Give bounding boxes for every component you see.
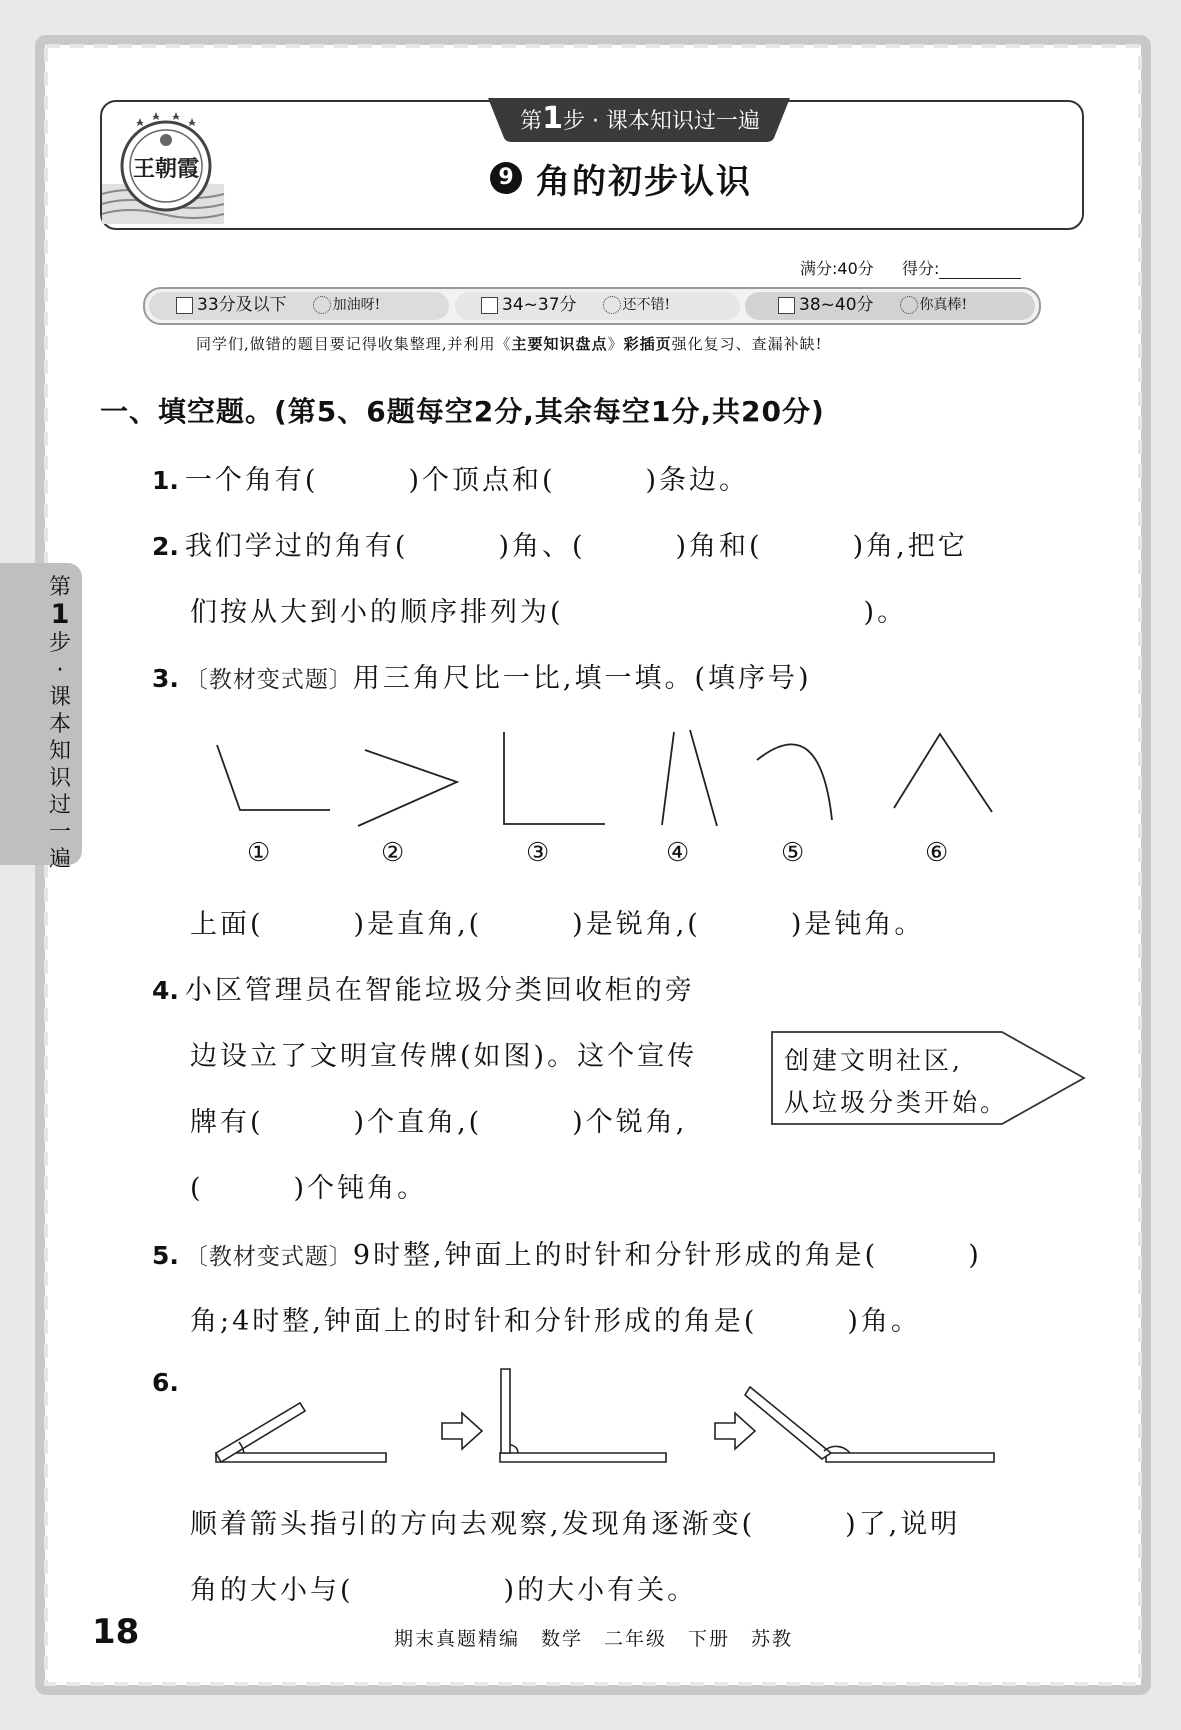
question-3-answer: 上面( )是直角,( )是锐角,( )是钝角。 — [190, 909, 925, 940]
full-score-label: 满分:40分 — [800, 259, 874, 278]
question-2-line1: 2. 我们学过的角有( )角、( )角和( )角,把它 — [152, 531, 968, 562]
figure-label-4: ④ — [666, 838, 690, 868]
side-tab-char: 知 — [48, 739, 71, 764]
question-6-line1: 顺着箭头指引的方向去观察,发现角逐渐变( )了,说明 — [190, 1509, 961, 1540]
unit-number-badge: 9 — [490, 162, 522, 194]
question-1: 1. 一个角有( )个顶点和( )条边。 — [152, 465, 750, 496]
grade-item: 38~40分 你真棒! — [778, 292, 967, 318]
question-4-line2: 边设立了文明宣传牌(如图)。这个宣传 — [190, 1041, 698, 1072]
grade-item: 34~37分 还不错! — [481, 292, 670, 318]
side-tab-rest — [49, 631, 71, 872]
checkbox[interactable] — [176, 297, 193, 314]
arrow-right-icon — [715, 1413, 755, 1449]
angle-2 — [358, 750, 457, 826]
side-tab-char: 课 — [48, 685, 71, 710]
question-6-line2: 角的大小与( )的大小有关。 — [190, 1575, 698, 1606]
section-title: 一、填空题。(第5、6题每空2分,其余每空1分,共20分) — [100, 395, 825, 428]
checkbox[interactable] — [481, 297, 498, 314]
score-blank[interactable] — [939, 262, 1021, 279]
face-icon — [313, 296, 331, 314]
question-5-line1: 5. 〔教材变式题〕9时整,钟面上的时针和分针形成的角是( ) — [152, 1240, 982, 1271]
figure-label-2: ② — [381, 838, 405, 868]
side-tab-char: 一 — [48, 820, 71, 845]
question-4-line4: ( )个钝角。 — [190, 1173, 428, 1204]
grade-item: 33分及以下 加油呀! — [176, 292, 380, 318]
angle-4 — [662, 732, 674, 825]
side-tab-pre: 第 — [48, 575, 71, 600]
side-tab-num: 1 — [50, 599, 70, 630]
arrow-right-icon — [442, 1413, 482, 1449]
figure-label-5: ⑤ — [781, 838, 805, 868]
question-3: 3. 〔教材变式题〕用三角尺比一比,填一填。(填序号) — [152, 663, 812, 694]
page-number: 18 — [92, 1612, 140, 1652]
face-icon — [603, 296, 621, 314]
question-4-line3: 牌有( )个直角,( )个锐角, — [190, 1107, 688, 1138]
question-5-line2: 角;4时整,钟面上的时针和分针形成的角是( )角。 — [190, 1306, 921, 1337]
side-tab-char: 本 — [48, 712, 71, 737]
angle-5 — [757, 744, 832, 820]
got-score-label: 得分: — [901, 259, 940, 278]
unit-title-row — [490, 156, 752, 200]
side-tab-label — [43, 574, 77, 873]
side-tab-char: · — [56, 658, 64, 683]
question-2-line2: 们按从大到小的顺序排列为( )。 — [190, 597, 908, 628]
checkbox[interactable] — [778, 297, 795, 314]
unit-title: 角的初步认识 — [536, 161, 752, 202]
side-tab-char: 过 — [48, 793, 71, 818]
logo-text: 王朝霞 — [132, 156, 200, 182]
angle-1 — [217, 745, 330, 810]
angle-figures — [200, 720, 1000, 830]
side-tab-char: 识 — [48, 766, 71, 791]
figure-label-3: ③ — [526, 838, 550, 868]
sign-text: 创建文明社区, 从垃圾分类开始。 — [784, 1046, 1009, 1117]
question-4-line1: 4. 小区管理员在智能垃圾分类回收柜的旁 — [152, 975, 695, 1006]
question-6-number: 6. — [152, 1368, 179, 1397]
study-note: 同学们,做错的题目要记得收集整理,并利用《主要知识盘点》彩插页强化复习、查漏补缺! — [196, 335, 823, 353]
side-tab-char: 步 — [48, 631, 71, 656]
angle-6 — [894, 734, 992, 812]
step-label: 第1步 · 课本知识过一遍 — [520, 101, 760, 136]
score-row — [800, 256, 1021, 279]
figure-label-6: ⑥ — [925, 838, 949, 868]
side-tab-char: 遍 — [48, 847, 71, 872]
opening-angle-figures — [210, 1365, 1010, 1475]
logo-seal-icon — [100, 102, 230, 226]
angle-3 — [504, 732, 605, 824]
footer-text: 期末真题精编 数学 二年级 下册 苏教 — [394, 1628, 794, 1650]
figure-label-1: ① — [247, 838, 271, 868]
face-icon — [900, 296, 918, 314]
